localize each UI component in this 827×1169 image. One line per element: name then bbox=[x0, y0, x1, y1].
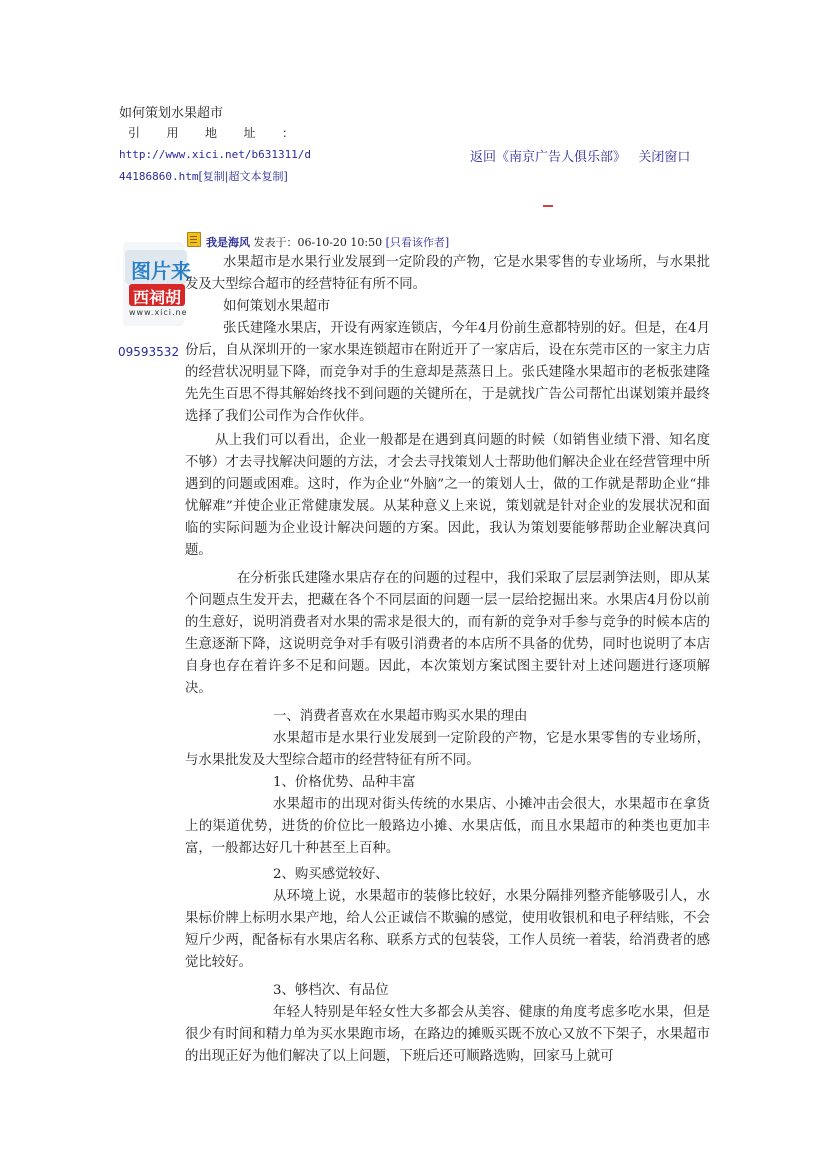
cite-address-label bbox=[128, 124, 294, 141]
cite-url-line1[interactable] bbox=[119, 148, 311, 161]
cite-label-char: ： bbox=[281, 126, 294, 140]
posted-time: 06-10-20 10:50 bbox=[297, 236, 383, 249]
section-heading: 一、消费者喜欢在水果超市购买水果的理由 bbox=[273, 709, 528, 724]
paragraph: 年轻人特别是年轻女性大多都会从美容、健康的角度考虑多吃水果，但是很少有时间和精力单为买水果跑市场，在路边的摊贩买既不放心又放不下架子，水果超市的出现正好为他们解决了以上问题，下班后还可顺路选购，回家马上就可 bbox=[185, 1005, 710, 1064]
note-icon bbox=[187, 232, 201, 247]
back-to-club-link[interactable]: 返回《南京广告人俱乐部》 bbox=[470, 150, 627, 165]
page-title: 如何策划水果超市 bbox=[119, 106, 224, 121]
paragraph: 水果超市是水果行业发展到一定阶段的产物，它是水果零售的专业场所，与水果批发及大型综合超市的经营特征有所不同。 bbox=[185, 255, 710, 292]
cite-url-link-cont[interactable]: 44186860.htm bbox=[119, 170, 199, 183]
paragraph-heading: 如何策划水果超市 bbox=[223, 299, 331, 314]
top-nav-links bbox=[470, 146, 690, 165]
copy-link[interactable]: 复制 bbox=[202, 170, 225, 183]
only-author-link[interactable]: 只看该作者 bbox=[389, 236, 445, 249]
paragraph: 从上我们可以看出，企业一般都是在遇到真问题的时候（如销售业绩下滑、知名度不够）才去寻找解决问题的方法，才会去寻找策划人士帮助他们解决企业在经营管理中所遇到的问题或困难。这时，作为企业“外脑”之一的策划人士，做的工作就是帮助企业“排忧解难”并使企业正常健康发展。从某种意义上来说，策划就是针对企业的发展状况和面临的实际问题为企业设计解决问题的方案。因此，我认为策划要能够帮助企业解决真问题。 bbox=[185, 433, 710, 558]
cite-url-link[interactable]: http://www.xici.net/b631311/d bbox=[119, 148, 312, 161]
post-meta: 我是海风 发表于：06-10-20 10:50 [只看该作者] bbox=[206, 236, 450, 249]
cite-url-line2: 44186860.htm[复制|超文本复制] bbox=[119, 170, 288, 183]
avatar-text-top: 图片来 bbox=[131, 259, 191, 283]
paragraph: 水果超市的出现对街头传统的水果店、小摊冲击会很大，水果超市在拿货上的渠道优势，进货的价位比一般路边小摊、水果店低，而且水果超市的种类也更加丰富，一般都达好几十种甚至上百种。 bbox=[185, 797, 710, 856]
posted-label: 发表于： bbox=[253, 236, 298, 249]
paragraph: 在分析张氏建隆水果店存在的问题的过程中，我们采取了层层剥笋法则，即从某个问题点生发开去，把藏在各个不同层面的问题一层一层给挖掘出来。水果店4月份以前的生意好，说明消费者对水果的需求是很大的，而有新的竞争对手参与竞争的时候本店的生意逐渐下降，这说明竞争对手有吸引消费者的本店所不具备的优势，同时也说明了本店自身也存在着许多不足和问题。因此，本次策划方案试图主要针对上述问题进行逐项解决。 bbox=[185, 571, 710, 696]
hypertext-copy-link[interactable]: 超文本复制 bbox=[228, 170, 284, 183]
subsection-heading: 3、够档次、有品位 bbox=[273, 983, 389, 998]
close-window-link[interactable]: 关闭窗口 bbox=[638, 150, 691, 165]
avatar-text-bottom: www.xici.ne bbox=[129, 308, 188, 317]
red-divider-mark bbox=[543, 205, 553, 207]
paragraph: 张氏建隆水果店，开设有两家连锁店，今年4月份前生意都特别的好。但是，在4月份后，自从深圳开的一家水果连锁超市在附近开了一家店后，设在东莞市区的一家主力店的经营状况明显下降，而竞争对手的生意却是蒸蒸日上。张氏建隆水果超市的老板张建隆先先生百思不得其解始终找不到问题的关键所在，于是就找广告公司帮忙出谋划策并最终选择了我们公司作为合作伙伴。 bbox=[185, 321, 710, 424]
subsection-heading: 1、价格优势、品种丰富 bbox=[273, 775, 416, 790]
cite-label-char: 引 bbox=[128, 126, 141, 140]
cite-label-char: 用 bbox=[166, 126, 179, 140]
paragraph: 从环境上说，水果超市的装修比较好，水果分隔排列整齐能够吸引人，水果标价牌上标明水果产地，给人公正诚信不欺骗的感觉，使用收银机和电子秤结账，不会短斤少两，配备标有水果店名称、联系方式的包装袋，工作人员统一着装，给消费者的感觉比较好。 bbox=[185, 889, 710, 970]
user-id-link[interactable]: 09593532 bbox=[118, 345, 180, 359]
avatar-text-mid: 西祠胡 bbox=[133, 288, 182, 307]
cite-label-char: 地 bbox=[204, 126, 217, 140]
avatar[interactable] bbox=[123, 242, 191, 326]
paragraph: 水果超市是水果行业发展到一定阶段的产物，它是水果零售的专业场所，与水果批发及大型综合超市的经营特征有所不同。 bbox=[185, 731, 710, 768]
cite-label-char: 址 bbox=[243, 126, 256, 140]
subsection-heading: 2、购买感觉较好、 bbox=[273, 867, 389, 882]
author-name[interactable]: 我是海风 bbox=[206, 236, 250, 249]
